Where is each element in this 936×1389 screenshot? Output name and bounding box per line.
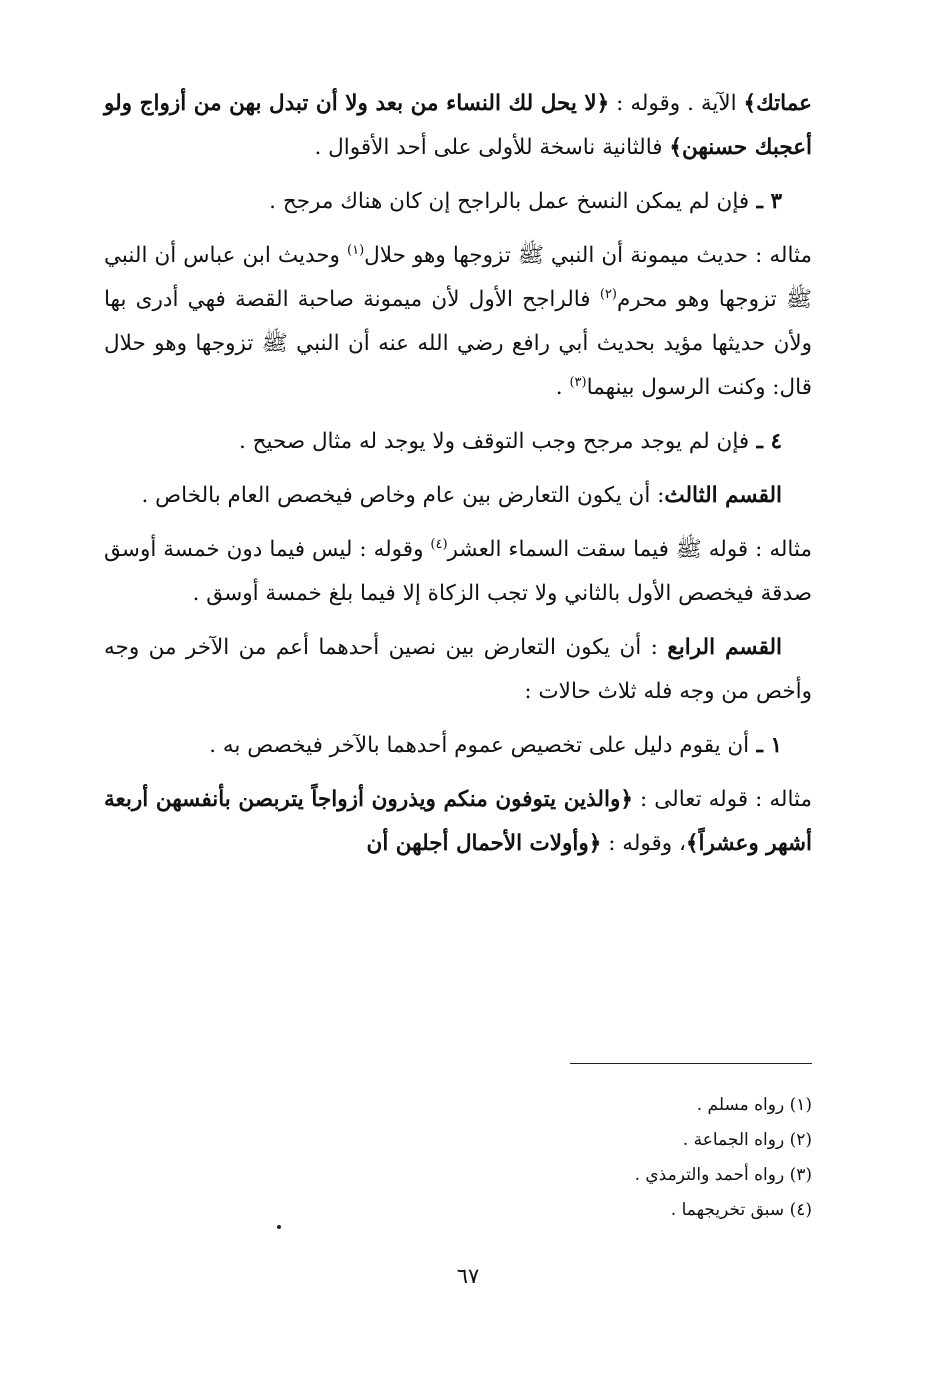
footnote-2: (٢) رواه الجماعة . [682,1130,812,1150]
item-text: أن يقوم دليل على تخصيص عموم أحدهما بالآخر فيخصص به . [209,733,750,758]
verse-quote: ﴿والذين يتوفون منكم ويذرون أزواجاً يتربصن بأنفسهن أربعة أشهر وعشراً﴾ [104,787,812,856]
list-item-1 [104,724,812,768]
text-segment: مثاله : قوله ﷺ فيما سقت السماء العشر [447,537,812,562]
section-text: : أن يكون التعارض بين عام وخاص فيخصص العام بالخاص . [141,483,665,508]
footnote-ref[interactable]: (٣) [569,374,587,390]
example-label: مثاله : [748,243,813,268]
paragraph-example-iddah [104,778,812,866]
paragraph-example-zakat [104,528,812,616]
item-number: ١ ـ [749,733,782,758]
footnotes [470,1088,812,1228]
footnote-1: (١) رواه مسلم . [696,1095,812,1115]
footnote-3: (٣) رواه أحمد والترمذي . [634,1165,812,1185]
text-segment: وقوله : ليس فيما دون خمسة أوسق صدقة فيخصص الأول بالثاني ولا تجب الزكاة إلا فيما بلغ خمسة أوسق . [104,537,812,606]
text-segment: . [555,375,570,400]
verse-quote: ﴿لا يحل لك النساء من بعد ولا أن تبدل بهن من أزواج ولو أعجبك حسنهن﴾ [104,91,812,160]
text-segment: مثاله : قوله تعالى : [632,787,813,812]
section-text: : أن يكون التعارض بين نصين أحدهما أعم من الآخر من وجه وأخص من وجه فله ثلاث حالات : [104,635,812,704]
item-text: فإن لم يمكن النسخ عمل بالراجح إن كان هناك مرجح . [269,189,750,214]
page-number: ٦٧ [456,1264,480,1288]
list-item-3 [104,180,812,224]
paragraph-verse-abrogation [104,82,812,170]
verse-end: عماتك﴾ [743,91,812,116]
item-text: فإن لم يوجد مرجح وجب التوقف ولا يوجد له مثال صحيح . [238,429,750,454]
section-four [104,626,812,714]
paragraph-example-maimuna [104,234,812,410]
text-segment: الآية . وقوله : [609,91,744,116]
stray-dot [277,1225,281,1229]
main-text [104,82,812,876]
text-segment: ، وقوله : [601,831,686,856]
section-title: القسم الثالث [664,483,782,508]
footnote-ref[interactable]: (٢) [599,286,617,302]
list-item-4 [104,420,812,464]
text-segment: حديث ميمونة أن النبي ﷺ تزوجها وهو حلال [364,243,749,268]
text-segment: فالراجح الأول لأن ميمونة صاحبة القصة فهي أدرى بها ولأن حديثها مؤيد بحديث أبي رافع رضي الله عنه أن النبي ﷺ تزوجها وهو حلال قال: وكنت الرسول بينهما [104,287,812,400]
footnote-ref[interactable]: (٤) [430,536,448,552]
section-three [104,474,812,518]
section-title: القسم الرابع [667,635,783,660]
footnote-divider [570,1063,812,1064]
item-number: ٤ ـ [749,429,782,454]
footnote-ref[interactable]: (١) [347,242,365,258]
verse-quote: ﴿وأولات الأحمال أجلهن أن [366,831,602,856]
text-segment: فالثانية ناسخة للأولى على أحد الأقوال . [314,135,670,160]
footnote-4: (٤) سبق تخريجهما . [670,1200,812,1220]
item-number: ٣ ـ [749,189,782,214]
text-segment: وحديث ابن عباس أن النبي ﷺ تزوجها وهو محرم [104,243,812,312]
